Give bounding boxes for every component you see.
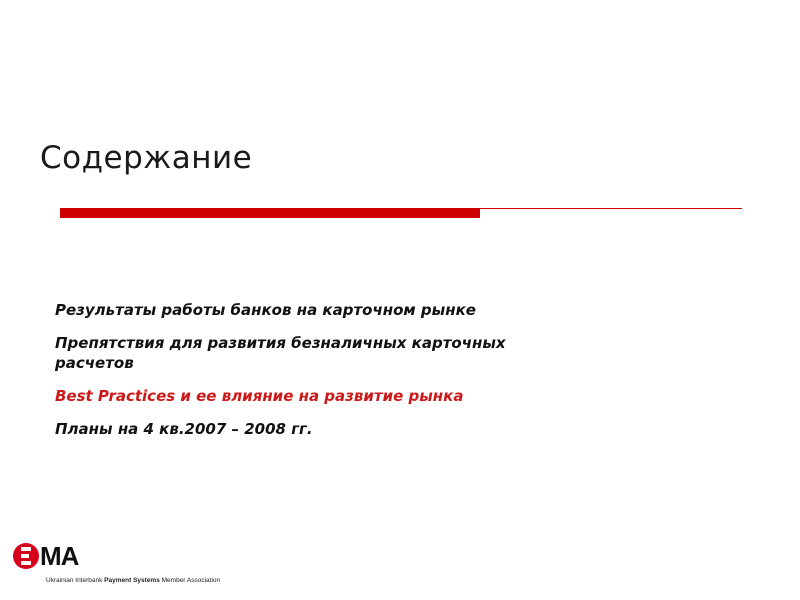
agenda-list [55,300,655,452]
ema-logo [12,541,252,587]
ema-logo-tagline: Ukrainian Interbank Payment Systems Member Association [46,577,221,584]
agenda-item-plans: Планы на 4 кв.2007 – 2008 гг. [55,420,313,438]
agenda-item-best-practices: Best Practices и ее влияние на развитие рынка [55,387,464,405]
agenda-item-results: Результаты работы банков на карточном рынке [55,301,476,319]
agenda-item-obstacles: Препятствия для развития безналичных карточных расчетов [55,334,506,372]
title-underline-thick [60,208,480,218]
slide-title: Содержание [40,140,253,176]
title-underline-thin [480,208,742,209]
ema-logo-wordmark: MA [40,541,79,571]
